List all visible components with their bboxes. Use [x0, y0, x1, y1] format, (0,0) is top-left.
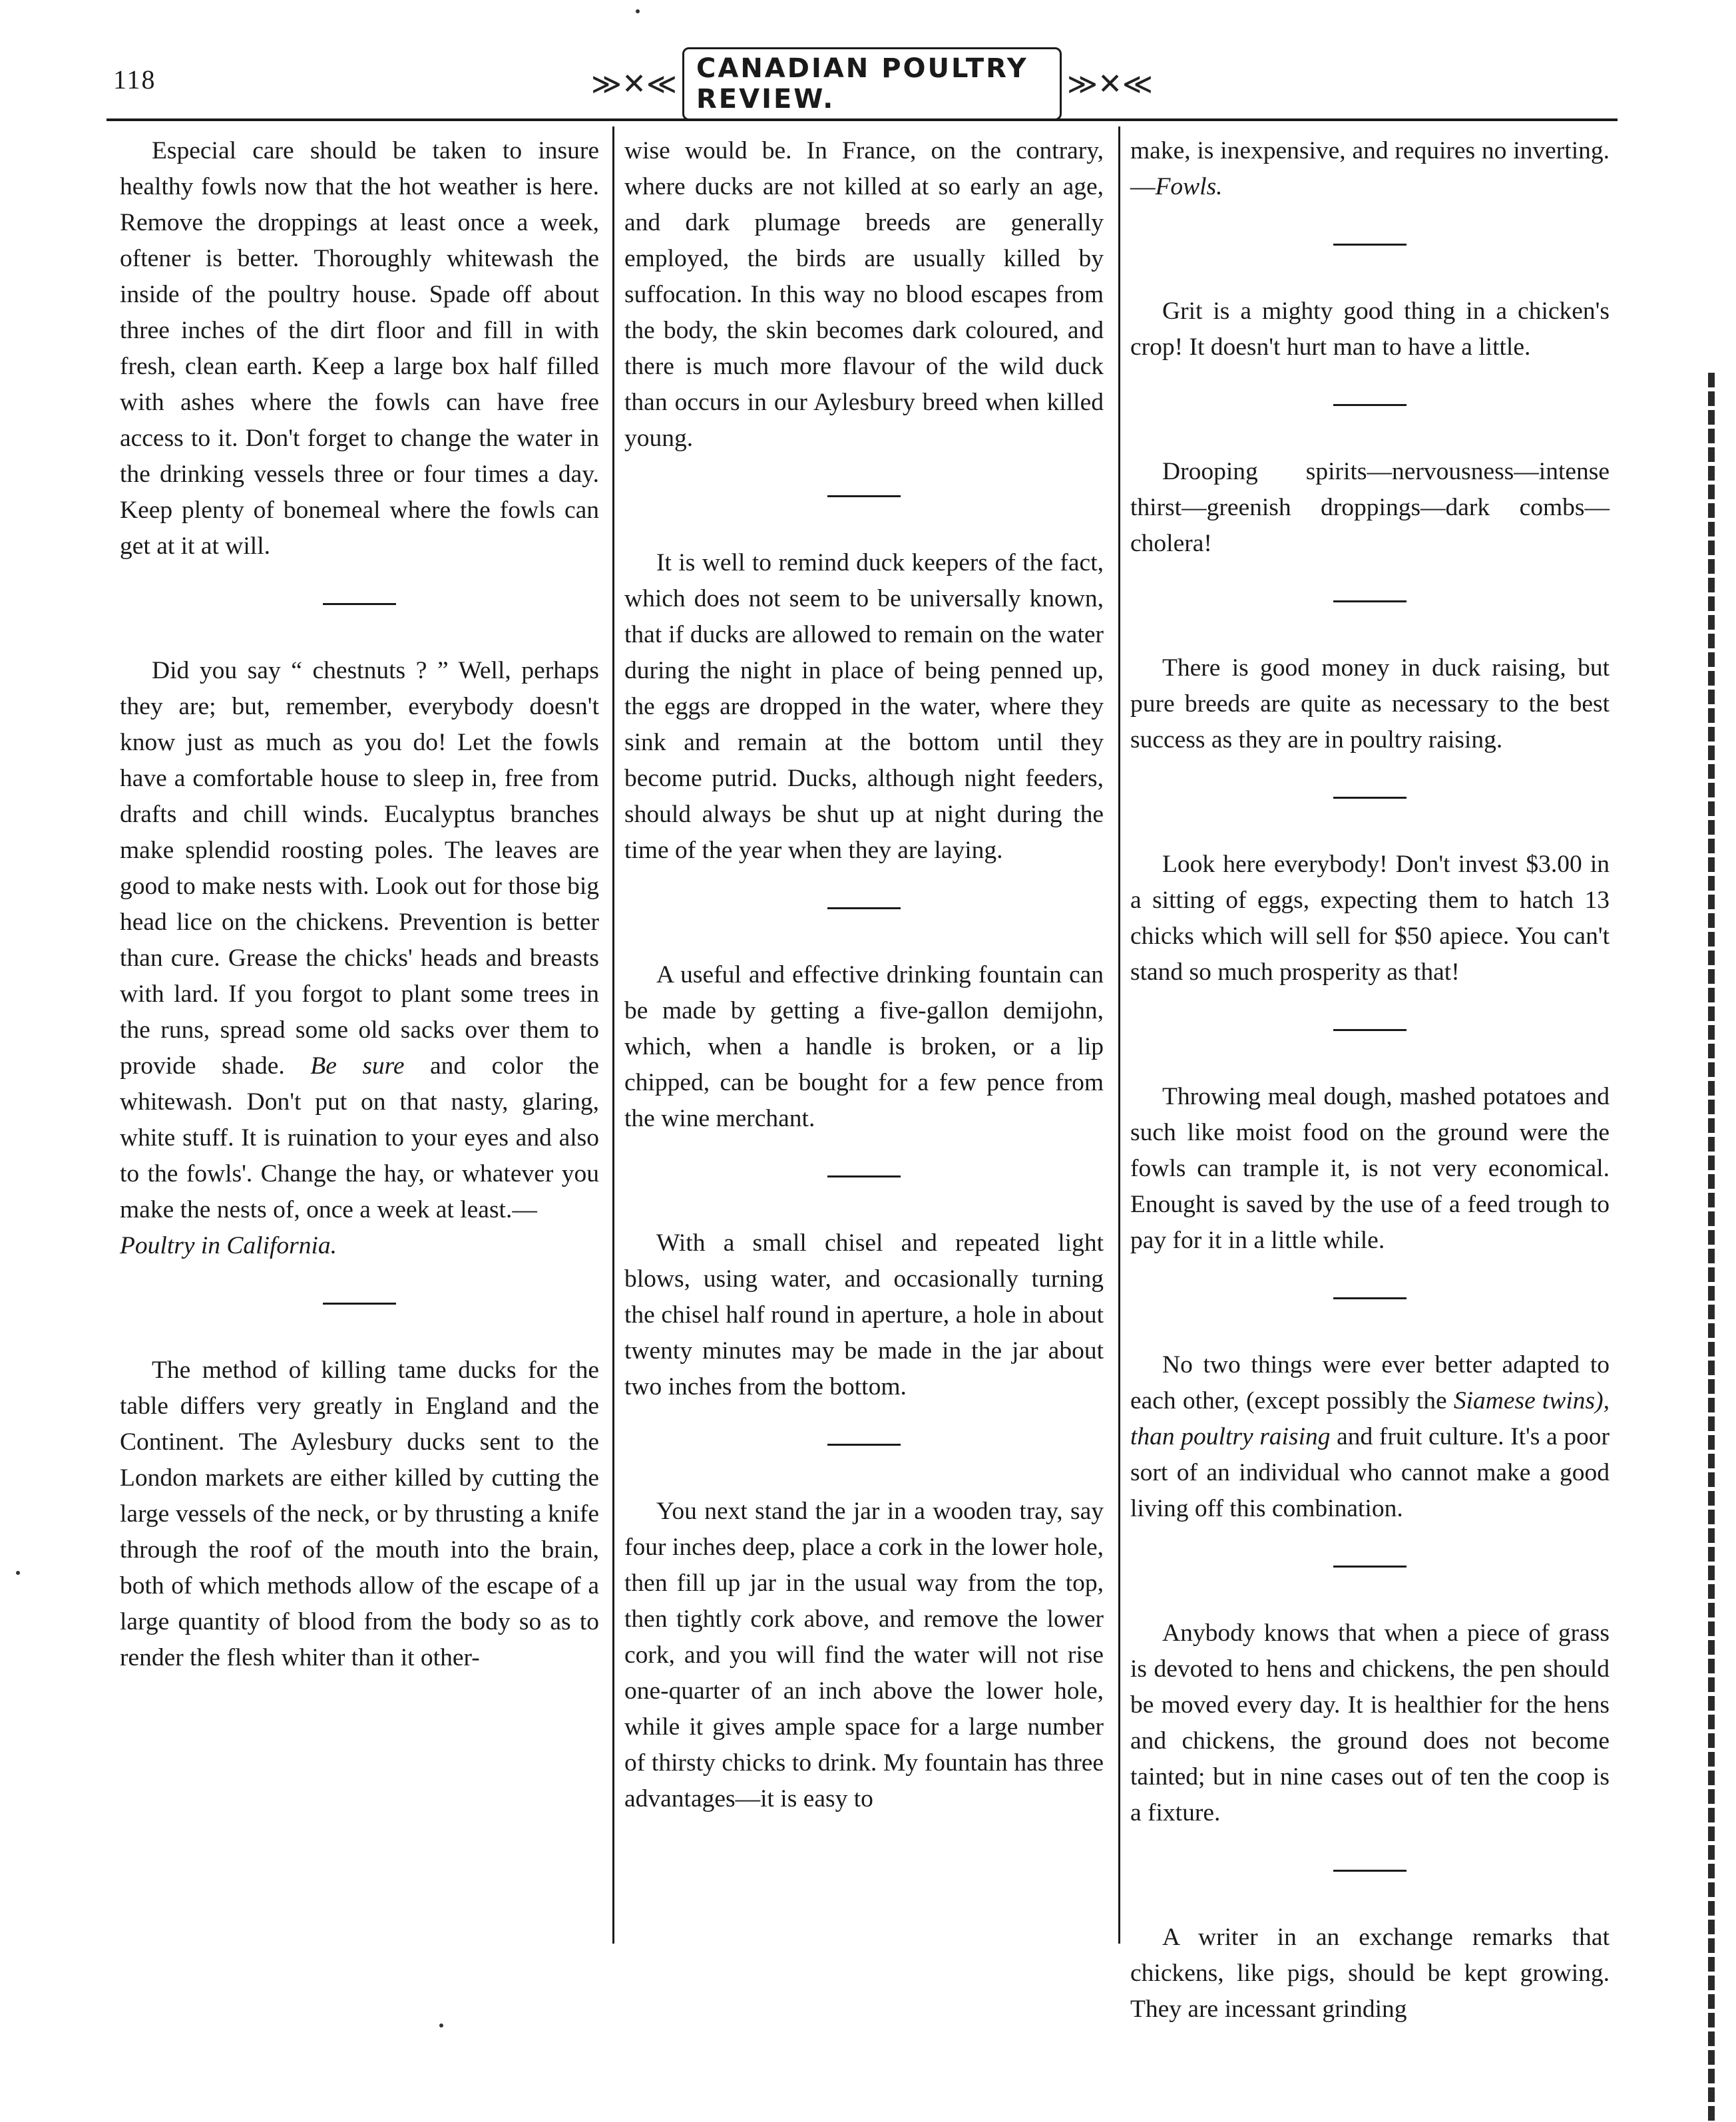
- article-cholera: [1130, 454, 1610, 562]
- article-keep-growing: [1130, 1920, 1610, 2027]
- article-text: The method of killing tame ducks for the table differs very greatly in England and the Continent. The Aylesbury ducks sent to the London markets are either killed by cutting the large vessels of the neck, or by thrusting a knife through the roof of the mouth into the brain, both of which methods allow of the escape of a large quantity of blood from the body so as to render the flesh whiter than it other-: [120, 1357, 599, 1671]
- article-fountain-continued: [1130, 133, 1610, 205]
- article-text: [120, 653, 599, 1264]
- scan-speck: [636, 9, 640, 13]
- article-fruit-culture: [1130, 1347, 1610, 1527]
- article-text: There is good money in duck raising, but pure breeds are quite as necessary to the best success as they are in poultry raising.: [1130, 654, 1610, 753]
- article-killing-ducks: [120, 1353, 599, 1676]
- column-1: [120, 133, 599, 1676]
- article-text: You next stand the jar in a wooden tray, say four inches deep, place a cork in the lower hole, then fill up jar in the usual way from the top, then tightly cork above, and remove the lower cork, and you will find the water will not rise one-quarter of an inch above the lower hole, while it gives ample space for a large number of thirsty chicks to drink. My fountain has three advantages—it is easy to: [624, 1498, 1104, 1812]
- article-grit: [1130, 294, 1610, 365]
- section-separator: [827, 1444, 901, 1446]
- masthead-title: CANADIAN POULTRY REVIEW.: [682, 47, 1062, 120]
- section-separator: [827, 1175, 901, 1177]
- article-text-part: No two things were ever better adapted to each other, (except possibly the: [1130, 1351, 1610, 1414]
- scan-speck: [16, 1571, 20, 1575]
- section-separator: [1333, 404, 1407, 406]
- article-text: Look here everybody! Don't invest $3.00 in a sitting of eggs, expecting them to hatch 13 chicks which will sell for $50 apiece. You can't stand so much prosperity as that!: [1130, 851, 1610, 986]
- article-text-part: and fruit culture. It's a poor sort of an individual who cannot make a good living off this combination.: [1130, 1423, 1610, 1522]
- article-text: A writer in an exchange remarks that chickens, like pigs, should be kept growing. They are incessant grinding: [1130, 1924, 1610, 2023]
- article-chisel: [624, 1225, 1104, 1405]
- column-divider: [1118, 126, 1120, 1944]
- article-text: Drooping spirits—nervousness—intense thirst—greenish droppings—dark combs—cholera!: [1130, 458, 1610, 557]
- article-duck-keepers: [624, 545, 1104, 869]
- section-separator: [1333, 1566, 1407, 1568]
- article-text: Throwing meal dough, mashed potatoes and such like moist food on the ground were the fowls can trample it, is not very economical. Enought is saved by the use of a feed trough to pay for it in a little while.: [1130, 1083, 1610, 1254]
- article-drinking-fountain: [624, 957, 1104, 1137]
- article-text-part: make, is inexpensive, and requires no inverting.—: [1130, 137, 1610, 200]
- article-source: Poultry in California.: [120, 1232, 337, 1259]
- page-number: 118: [113, 65, 156, 95]
- section-separator: [1333, 244, 1407, 246]
- article-text: [1130, 133, 1610, 205]
- article-text: Grit is a mighty good thing in a chicken's crop! It doesn't hurt man to have a little.: [1130, 298, 1610, 361]
- scan-speck: [439, 2023, 443, 2027]
- article-jar-tray: [624, 1494, 1104, 1817]
- article-killing-ducks-continued: [624, 133, 1104, 457]
- article-chestnuts: [120, 653, 599, 1264]
- article-emphasis: Siamese twins), than poultry raising: [1130, 1387, 1610, 1450]
- article-duck-raising: [1130, 650, 1610, 758]
- section-separator: [323, 603, 396, 605]
- column-3: [1130, 133, 1610, 2027]
- article-text: It is well to remind duck keepers of the fact, which does not seem to be universally known, that if ducks are allowed to remain on the water during the night in place of being penned up, the eggs are dropped in the water, where they sink and remain at the bottom until they become putrid. Ducks, although night feeders, should always be shut up at night during the time of the year when they are laying.: [624, 549, 1104, 864]
- article-invest: [1130, 847, 1610, 990]
- article-source: Fowls.: [1155, 173, 1223, 200]
- section-separator: [827, 495, 901, 497]
- article-care-in-hot-weather: [120, 133, 599, 564]
- section-separator: [1333, 1029, 1407, 1031]
- article-text: Especial care should be taken to insure healthy fowls now that the hot weather is here. Remove the droppings at least once a week, oftener is better. Thoroughly whitewash the inside of the poultry house. Spade off about three inches of the dirt floor and fill in with fresh, clean earth. Keep a large box half filled with ashes where the fowls can have free access to it. Don't forget to change the water in the drinking vessels three or four times a day. Keep plenty of bonemeal where the fowls can get at it at will.: [120, 137, 599, 560]
- article-emphasis: Be sure: [310, 1052, 405, 1080]
- column-2: [624, 133, 1104, 1817]
- column-divider: [612, 126, 614, 1944]
- section-separator: [323, 1303, 396, 1305]
- ornament-right-icon: ≫✕≪: [1067, 67, 1153, 101]
- scan-edge: [1708, 373, 1715, 2122]
- masthead: [586, 52, 1158, 116]
- article-text-part: Did you say “ chestnuts ? ” Well, perhaps they are; but, remember, everybody doesn't know just as much as you do! Let the fowls have a comfortable house to sleep in, free from drafts and chill winds. Eucalyptus branches make splendid roosting poles. The leaves are good to make nests with. Look out for those big head lice on the chickens. Prevention is better than cure. Grease the chicks' heads and breasts with lard. If you forgot to plant some trees in the runs, spread some old sacks over them to provide shade.: [120, 657, 599, 1080]
- section-separator: [827, 907, 901, 909]
- article-text: Anybody knows that when a piece of grass is devoted to hens and chickens, the pen should be moved every day. It is healthier for the hens and chickens, the ground does not become tainted; but in nine cases out of ten the coop is a fixture.: [1130, 1619, 1610, 1826]
- section-separator: [1333, 1297, 1407, 1299]
- article-text: [1130, 1347, 1610, 1527]
- section-separator: [1333, 1870, 1407, 1872]
- article-text: With a small chisel and repeated light blows, using water, and occasionally turning the chisel half round in aperture, a hole in about twenty minutes may be made in the jar about two inches from the bottom.: [624, 1229, 1104, 1400]
- article-meal-dough: [1130, 1079, 1610, 1259]
- section-separator: [1333, 600, 1407, 602]
- ornament-left-icon: ≫✕≪: [591, 67, 677, 101]
- header-rule: [107, 118, 1618, 121]
- article-text-part: and color the whitewash. Don't put on that nasty, glaring, white stuff. It is ruination to your eyes and also to the fowls'. Change the hay, or whatever you make the nests of, once a week at least.—: [120, 1052, 600, 1223]
- article-text: A useful and effective drinking fountain can be made by getting a five-gallon demijohn, which, when a handle is broken, or a lip chipped, can be bought for a few pence from the wine merchant.: [624, 961, 1104, 1132]
- article-grass-pen: [1130, 1615, 1610, 1831]
- section-separator: [1333, 797, 1407, 799]
- article-text: wise would be. In France, on the contrary, where ducks are not killed at so early an age, and dark plumage breeds are generally employed, the birds are usually killed by suffocation. In this way no blood escapes from the body, the skin becomes dark coloured, and there is much more flavour of the wild duck than occurs in our Aylesbury breed when killed young.: [624, 137, 1104, 452]
